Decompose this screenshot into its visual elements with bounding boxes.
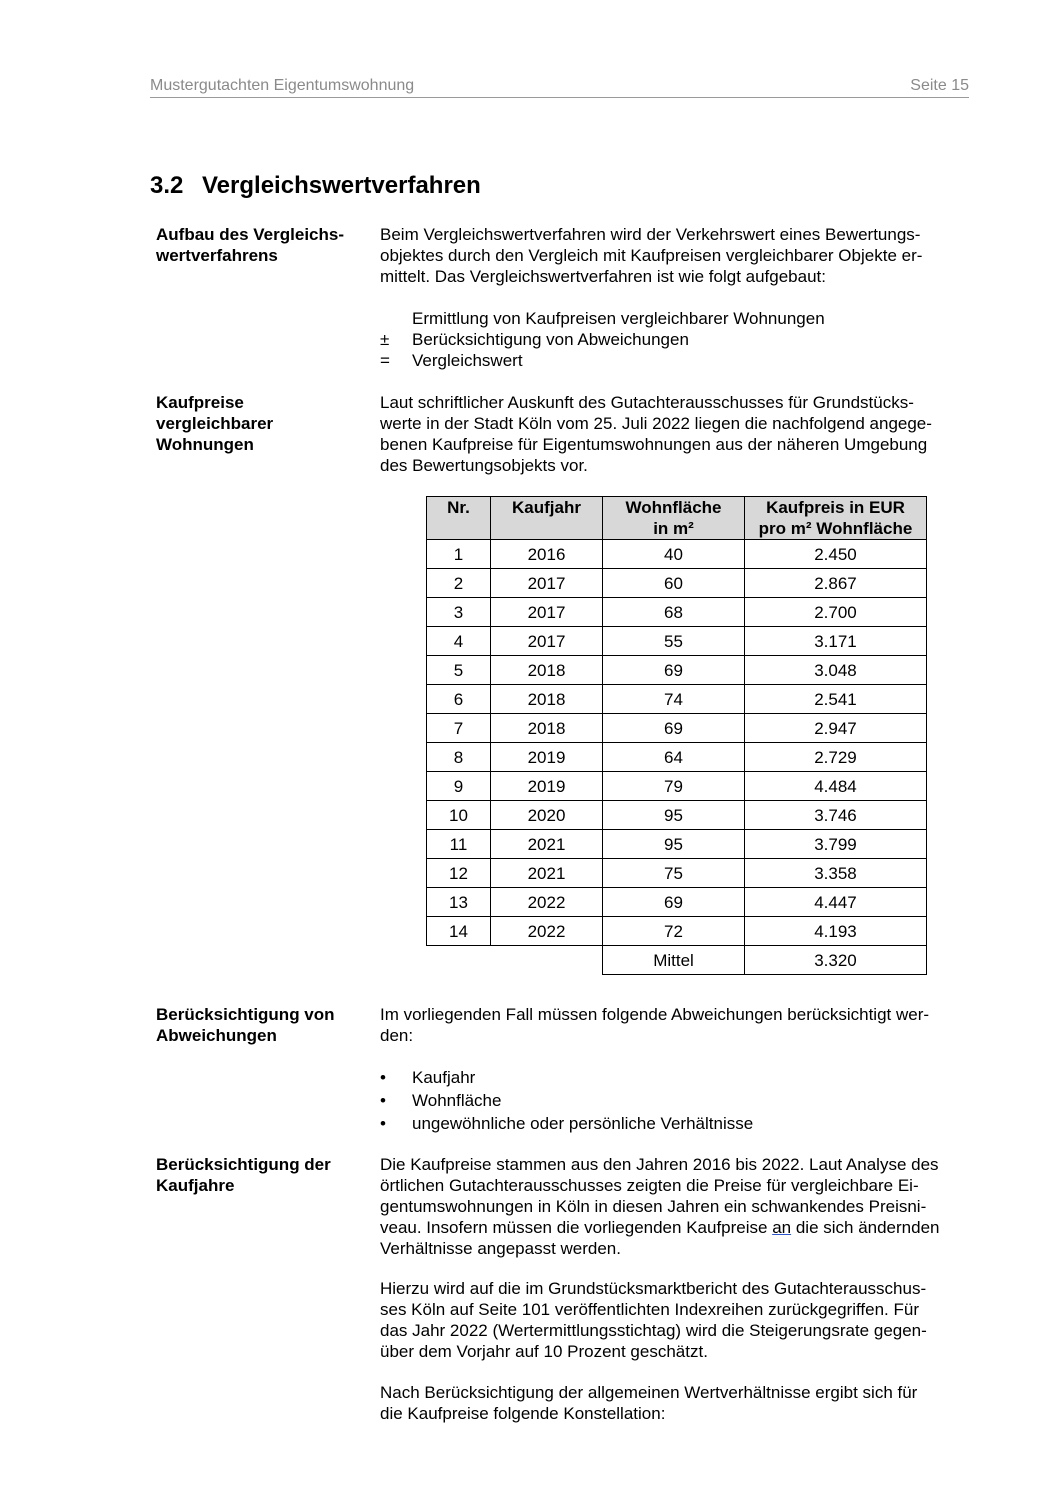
text-line: örtlichen Gutachterausschusses zeigten die Preise für vergleichbare Ei- bbox=[380, 1176, 919, 1195]
text-line: den: bbox=[380, 1026, 414, 1045]
cell-kaufpreis: 2.947 bbox=[745, 714, 927, 743]
table-row bbox=[427, 685, 927, 714]
section-title: Vergleichswertverfahren bbox=[202, 172, 481, 199]
cell-nr: 14 bbox=[427, 917, 491, 946]
text-line: über dem Vorjahr auf 10 Prozent geschätzt. bbox=[380, 1342, 708, 1361]
header-document-title: Mustergutachten Eigentumswohnung bbox=[150, 77, 415, 94]
cell-kaufjahr: 2018 bbox=[491, 685, 603, 714]
cell-kaufpreis: 2.867 bbox=[745, 569, 927, 598]
cell-kaufpreis: 2.450 bbox=[745, 540, 927, 569]
cell-kaufpreis: 2.700 bbox=[745, 598, 927, 627]
bullet: • bbox=[380, 1114, 386, 1133]
paragraph-abweichungen bbox=[380, 1004, 980, 1046]
label-kaufpreise bbox=[156, 392, 371, 455]
text-line: benen Kaufpreise für Eigentumswohnungen aus der näheren Umgebung bbox=[380, 435, 928, 454]
cell-kaufjahr: 2017 bbox=[491, 569, 603, 598]
label-line: Berücksichtigung von bbox=[156, 1005, 335, 1024]
label-line: vergleichbarer bbox=[156, 414, 274, 433]
step-text: Vergleichswert bbox=[412, 351, 523, 370]
cell-wohnflaeche: 40 bbox=[603, 540, 745, 569]
table-row bbox=[427, 801, 927, 830]
cell-nr: 6 bbox=[427, 685, 491, 714]
cell-nr: 7 bbox=[427, 714, 491, 743]
cell-kaufjahr: 2022 bbox=[491, 888, 603, 917]
paragraph-kaufjahre-3 bbox=[380, 1382, 980, 1424]
text-line: das Jahr 2022 (Wertermittlungsstichtag) wird die Steigerungsrate gegen- bbox=[380, 1321, 927, 1340]
cell-wohnflaeche: 64 bbox=[603, 743, 745, 772]
text-line: Verhältnisse angepasst werden. bbox=[380, 1239, 621, 1258]
label-line: Aufbau des Vergleichs- bbox=[156, 225, 344, 244]
paragraph-kaufjahre-1 bbox=[380, 1154, 980, 1259]
text-line: Laut schriftlicher Auskunft des Gutachterausschusses für Grundstücks- bbox=[380, 393, 914, 412]
cell-wohnflaeche: 75 bbox=[603, 859, 745, 888]
cell-wohnflaeche: 55 bbox=[603, 627, 745, 656]
cell-kaufpreis: 4.193 bbox=[745, 917, 927, 946]
cell-nr: 13 bbox=[427, 888, 491, 917]
cell-kaufpreis: 3.746 bbox=[745, 801, 927, 830]
cell-nr: 8 bbox=[427, 743, 491, 772]
cell-kaufjahr: 2017 bbox=[491, 598, 603, 627]
empty-cell bbox=[427, 946, 603, 975]
table-row bbox=[427, 772, 927, 801]
cell-nr: 4 bbox=[427, 627, 491, 656]
spellcheck-word: an bbox=[772, 1218, 792, 1237]
label-aufbau bbox=[156, 224, 371, 266]
col-header-kaufpreis: Kaufpreis in EUR pro m² Wohnfläche bbox=[745, 497, 927, 540]
cell-nr: 10 bbox=[427, 801, 491, 830]
table-row bbox=[427, 656, 927, 685]
table-row bbox=[427, 917, 927, 946]
cell-kaufjahr: 2019 bbox=[491, 772, 603, 801]
section-heading bbox=[150, 170, 481, 202]
table-row bbox=[427, 598, 927, 627]
cell-kaufjahr: 2020 bbox=[491, 801, 603, 830]
table-row bbox=[427, 540, 927, 569]
col-header-wohnflaeche: Wohnfläche in m² bbox=[603, 497, 745, 540]
bullet: • bbox=[380, 1091, 386, 1110]
label-kaufjahre bbox=[156, 1154, 371, 1196]
label-abweichungen bbox=[156, 1004, 371, 1046]
section-number: 3.2 bbox=[150, 172, 184, 199]
cell-wohnflaeche: 72 bbox=[603, 917, 745, 946]
cell-kaufpreis: 3.799 bbox=[745, 830, 927, 859]
bullet: • bbox=[380, 1068, 386, 1087]
text-line: objektes durch den Vergleich mit Kaufpreisen vergleichbarer Objekte er- bbox=[380, 246, 923, 265]
cell-kaufpreis: 3.048 bbox=[745, 656, 927, 685]
text-line: Beim Vergleichswertverfahren wird der Verkehrswert eines Bewertungs- bbox=[380, 225, 921, 244]
table-header-row bbox=[427, 497, 927, 540]
text-line: werte in der Stadt Köln vom 25. Juli 2022 liegen die nachfolgend angege- bbox=[380, 414, 932, 433]
cell-kaufjahr: 2018 bbox=[491, 714, 603, 743]
paragraph-aufbau bbox=[380, 224, 980, 287]
cell-wohnflaeche: 69 bbox=[603, 656, 745, 685]
cell-kaufjahr: 2022 bbox=[491, 917, 603, 946]
purchase-price-table bbox=[426, 496, 927, 975]
cell-wohnflaeche: 79 bbox=[603, 772, 745, 801]
label-line: Wohnungen bbox=[156, 435, 254, 454]
cell-kaufpreis: 3.358 bbox=[745, 859, 927, 888]
cell-wohnflaeche: 68 bbox=[603, 598, 745, 627]
page-header bbox=[150, 76, 969, 98]
table-mean-row bbox=[427, 946, 927, 975]
cell-nr: 12 bbox=[427, 859, 491, 888]
label-line: Kaufpreise bbox=[156, 393, 244, 412]
text-line: ses Köln auf Seite 101 veröffentlichten Indexreihen zurückgegriffen. Für bbox=[380, 1300, 919, 1319]
cell-kaufjahr: 2017 bbox=[491, 627, 603, 656]
step-text: Berücksichtigung von Abweichungen bbox=[412, 330, 689, 349]
cell-kaufjahr: 2019 bbox=[491, 743, 603, 772]
table-row bbox=[427, 627, 927, 656]
cell-kaufjahr: 2021 bbox=[491, 859, 603, 888]
cell-kaufpreis: 2.729 bbox=[745, 743, 927, 772]
cell-kaufjahr: 2018 bbox=[491, 656, 603, 685]
table-row bbox=[427, 888, 927, 917]
text-line: Die Kaufpreise stammen aus den Jahren 2016 bis 2022. Laut Analyse des bbox=[380, 1155, 939, 1174]
mean-value: 3.320 bbox=[745, 946, 927, 975]
text-line: Hierzu wird auf die im Grundstücksmarktbericht des Gutachterausschus- bbox=[380, 1279, 927, 1298]
col-header-kaufjahr: Kaufjahr bbox=[491, 497, 603, 540]
cell-kaufjahr: 2016 bbox=[491, 540, 603, 569]
cell-kaufpreis: 4.447 bbox=[745, 888, 927, 917]
step-symbol: ± bbox=[380, 330, 390, 349]
cell-nr: 11 bbox=[427, 830, 491, 859]
text-line: des Bewertungsobjekts vor. bbox=[380, 456, 588, 475]
table-row bbox=[427, 859, 927, 888]
text-line: gentumswohnungen in Köln in diesen Jahren ein schwankendes Preisni- bbox=[380, 1197, 927, 1216]
list-item-text: Wohnfläche bbox=[412, 1091, 502, 1110]
list-item-text: Kaufjahr bbox=[412, 1068, 476, 1087]
cell-nr: 3 bbox=[427, 598, 491, 627]
cell-wohnflaeche: 95 bbox=[603, 830, 745, 859]
cell-kaufpreis: 4.484 bbox=[745, 772, 927, 801]
table-row bbox=[427, 714, 927, 743]
label-line: Kaufjahre bbox=[156, 1176, 235, 1195]
cell-nr: 2 bbox=[427, 569, 491, 598]
table-row bbox=[427, 743, 927, 772]
cell-kaufpreis: 3.171 bbox=[745, 627, 927, 656]
text-line: Im vorliegenden Fall müssen folgende Abweichungen berücksichtigt wer- bbox=[380, 1005, 930, 1024]
label-line: Berücksichtigung der bbox=[156, 1155, 331, 1174]
mean-label: Mittel bbox=[603, 946, 745, 975]
text-line: mittelt. Das Vergleichswertverfahren ist wie folgt aufgebaut: bbox=[380, 267, 826, 286]
cell-kaufjahr: 2021 bbox=[491, 830, 603, 859]
cell-wohnflaeche: 95 bbox=[603, 801, 745, 830]
paragraph-kaufpreise bbox=[380, 392, 980, 476]
cell-wohnflaeche: 74 bbox=[603, 685, 745, 714]
header-page-number: Seite 15 bbox=[910, 77, 969, 94]
col-header-nr: Nr. bbox=[427, 497, 491, 540]
cell-nr: 9 bbox=[427, 772, 491, 801]
label-line: Abweichungen bbox=[156, 1026, 277, 1045]
table-row bbox=[427, 569, 927, 598]
list-item-text: ungewöhnliche oder persönliche Verhältnisse bbox=[412, 1114, 754, 1133]
cell-kaufpreis: 2.541 bbox=[745, 685, 927, 714]
label-line: wertverfahrens bbox=[156, 246, 278, 265]
text-line: veau. Insofern müssen die vorliegenden Kaufpreise an die sich ändernden bbox=[380, 1218, 940, 1237]
step-text: Ermittlung von Kaufpreisen vergleichbarer Wohnungen bbox=[412, 309, 825, 328]
cell-wohnflaeche: 69 bbox=[603, 714, 745, 743]
cell-nr: 5 bbox=[427, 656, 491, 685]
cell-nr: 1 bbox=[427, 540, 491, 569]
text-line: Nach Berücksichtigung der allgemeinen Wertverhältnisse ergibt sich für bbox=[380, 1383, 918, 1402]
table-row bbox=[427, 830, 927, 859]
cell-wohnflaeche: 69 bbox=[603, 888, 745, 917]
text-line: die Kaufpreise folgende Konstellation: bbox=[380, 1404, 666, 1423]
paragraph-kaufjahre-2 bbox=[380, 1278, 980, 1362]
cell-wohnflaeche: 60 bbox=[603, 569, 745, 598]
step-symbol: = bbox=[380, 351, 390, 370]
